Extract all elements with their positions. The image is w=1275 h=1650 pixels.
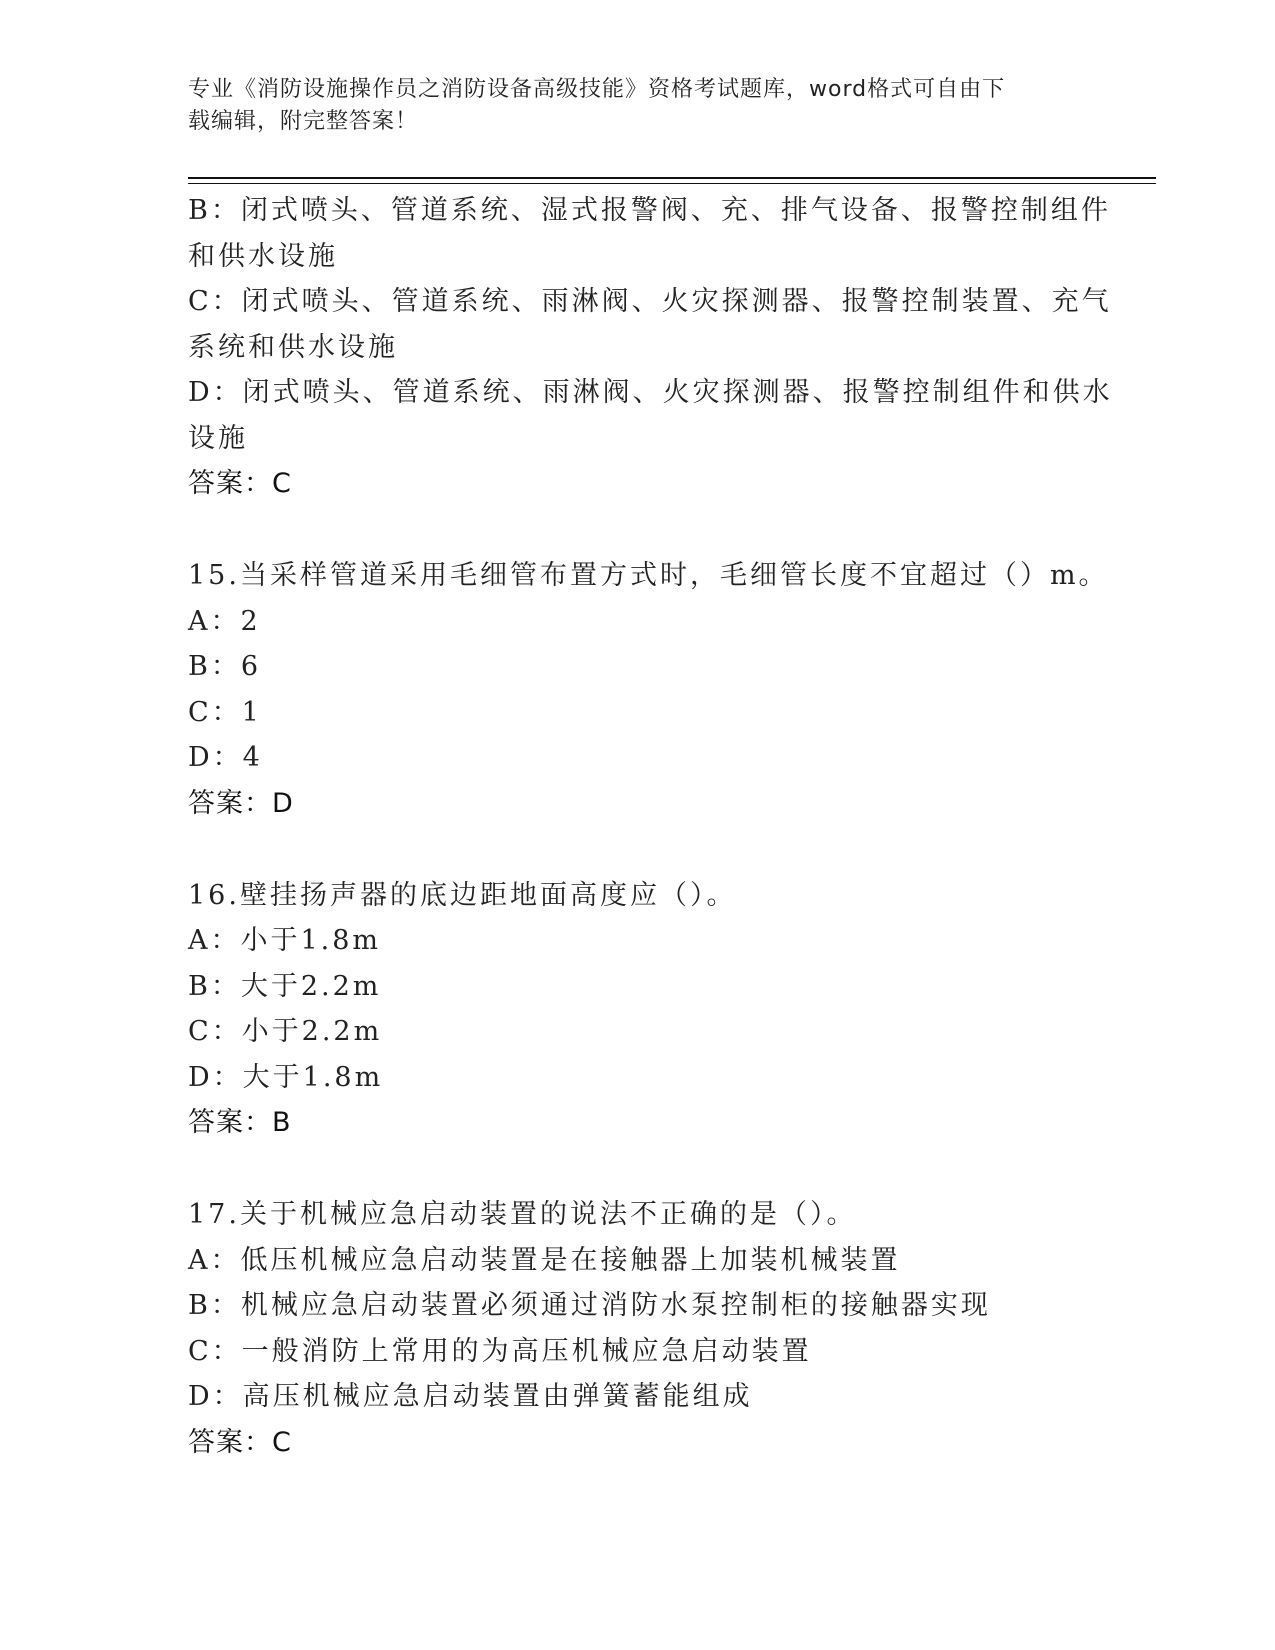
question-17 <box>188 1192 1088 1466</box>
document-header <box>188 74 1068 138</box>
option-d-line-1: D：闭式喷头、管道系统、雨淋阀、火灾探测器、报警控制组件和供水 <box>188 377 1113 408</box>
question-15 <box>188 553 1109 827</box>
answer: 答案：C <box>188 1426 292 1458</box>
option-d: D：大于1.8m <box>188 1061 384 1093</box>
option-d: D：高压机械应急启动装置由弹簧蓄能组成 <box>188 1381 753 1412</box>
option-d-line-2: 设施 <box>188 422 248 454</box>
spacer <box>188 827 1088 873</box>
header-line-2: 载编辑，附完整答案！ <box>188 109 419 134</box>
answer: 答案：D <box>188 787 294 819</box>
option-c: C：一般消防上常用的为高压机械应急启动装置 <box>188 1335 812 1367</box>
option-a: A：小于1.8m <box>188 925 382 956</box>
option-c-line-1: C：闭式喷头、管道系统、雨淋阀、火灾探测器、报警控制装置、充气 <box>188 286 1112 317</box>
answer: 答案：B <box>188 1107 292 1138</box>
header-line-1: 专业《消防设施操作员之消防设备高级技能》资格考试题库，word格式可自由下 <box>188 77 1006 102</box>
option-b-line-1: B：闭式喷头、管道系统、湿式报警阀、充、排气设备、报警控制组件 <box>188 195 1111 226</box>
option-b: B：机械应急启动装置必须通过消防水泵控制柜的接触器实现 <box>188 1290 991 1321</box>
spacer <box>188 507 1088 553</box>
question-14 <box>188 188 1113 507</box>
question-list <box>188 188 1113 1466</box>
question-text: 15.当采样管道采用毛细管布置方式时，毛细管长度不宜超过（）m。 <box>188 560 1109 591</box>
question-text: 17.关于机械应急启动装置的说法不正确的是（）。 <box>188 1199 857 1230</box>
option-a: A：低压机械应急启动装置是在接触器上加装机械装置 <box>188 1244 901 1276</box>
header-divider-thick <box>188 177 1156 179</box>
spacer <box>188 1146 1088 1192</box>
option-d: D：4 <box>188 742 263 773</box>
option-c: C：1 <box>188 696 262 728</box>
option-b: B：大于2.2m <box>188 970 382 1002</box>
option-c-line-2: 系统和供水设施 <box>188 331 398 363</box>
header-divider-thin <box>188 183 1156 184</box>
question-text: 16.壁挂扬声器的底边距地面高度应（）。 <box>188 879 737 911</box>
option-c: C：小于2.2m <box>188 1016 383 1047</box>
option-b-line-2: 和供水设施 <box>188 240 338 272</box>
option-b: B：6 <box>188 651 262 682</box>
question-16 <box>188 873 1088 1147</box>
answer: 答案：C <box>188 468 292 499</box>
option-a: A：2 <box>188 605 261 637</box>
